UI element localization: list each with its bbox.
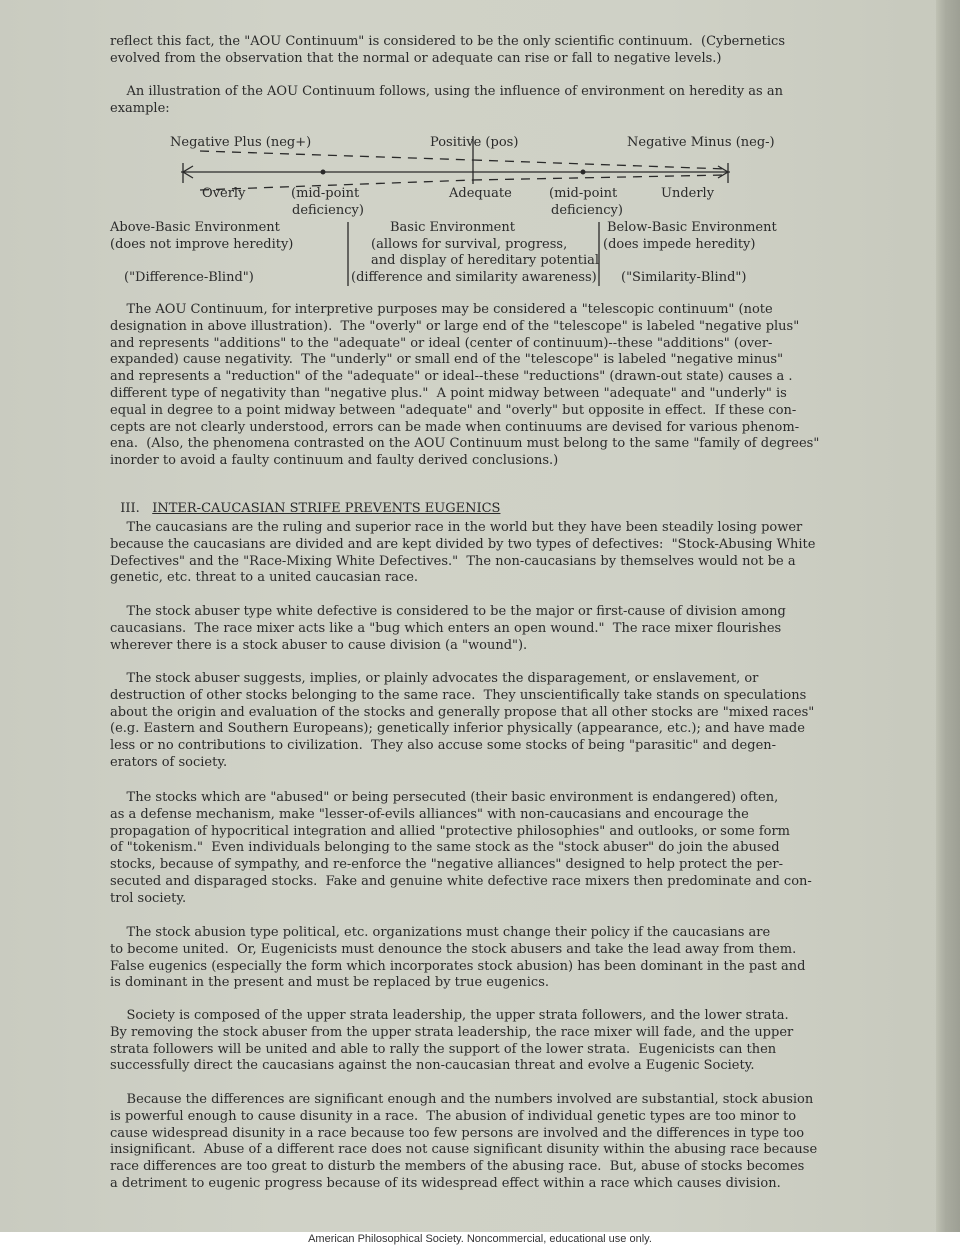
telescope-upper-left [200, 151, 473, 160]
body-paragraph [110, 520, 820, 587]
label-adequate: Adequate [449, 186, 512, 201]
label-overly: Overly [202, 186, 246, 201]
text-line: less or no contributions to civilization. They also accuse some stocks of being "parasitic" and degen- [110, 738, 777, 754]
label-deficiency-right: deficiency) [551, 203, 623, 218]
center-column-line: (difference and similarity awareness) [351, 270, 597, 285]
text-line: is dominant in the present and must be replaced by true eugenics. [110, 975, 550, 991]
text-line: cause widespread disunity in a race because too few persons are involved and the differences in type too [110, 1125, 805, 1141]
text-line: The caucasians are the ruling and superior race in the world but they have been steadily losing power [110, 520, 803, 535]
text-line: (e.g. Eastern and Southern Europeans); genetically inferior physically (appearance, etc.); and have made [110, 721, 805, 737]
body-paragraph [110, 1092, 820, 1193]
text-line: Defectives" and the "Race-Mixing White Defectives." The non-caucasians by themselves would not be a [110, 553, 796, 569]
left-column-line: ("Difference-Blind") [124, 270, 254, 285]
text-line: inorder to avoid a faulty continuum and faulty derived conclusions.) [110, 453, 559, 469]
label-positive: Positive (pos) [430, 135, 519, 150]
text-line: Because the differences are significant enough and the numbers involved are substantial, stock abusion [110, 1092, 814, 1107]
label-midpoint-left: (mid-point [291, 186, 360, 201]
text-line: race differences are too great to disturb the members of the abusing race. But, abuse of stocks becomes [110, 1159, 805, 1175]
text-line: a detriment to eugenic progress because of its widespread effect within a race which causes division. [110, 1175, 781, 1191]
text-line: By removing the stock abuser from the upper strata leadership, the race mixer will fade, and the upper [110, 1024, 794, 1040]
text-line: Society is composed of the upper strata leadership, the upper strata followers, and the lower strata. [110, 1008, 789, 1023]
right-column-line: ("Similarity-Blind") [621, 270, 747, 285]
center-column-line: (allows for survival, progress, [371, 237, 568, 252]
text-line: equal in degree to a point midway between "adequate" and "overly" but opposite in effect. If these con- [110, 402, 797, 418]
body-paragraph [110, 671, 820, 772]
text-line: stocks, because of sympathy, and re-enforce the "negative alliances" designed to help protect the per- [110, 857, 784, 873]
text-line: because the caucasians are divided and are kept divided by two types of defectives: "Stock-Abusing White [110, 536, 816, 552]
text-line: insignificant. Abuse of a different race does not cause significant disunity within the abusing race because [110, 1142, 818, 1158]
text-line: expanded) cause negativity. The "underly" or small end of the "telescope" is labeled "negative minus" [110, 352, 784, 368]
text-line: cepts are not clearly understood, errors can be made when continuums are devised for various phenom- [110, 419, 800, 435]
text-line: about the origin and evaluation of the stocks and generally propose that all other stocks are "mixed races" [110, 704, 815, 720]
text-line: The stock abusion type political, etc. organizations must change their policy if the caucasians are [110, 925, 771, 940]
left-column-line: Above-Basic Environment [110, 220, 280, 235]
label-negative-plus: Negative Plus (neg+) [170, 135, 312, 150]
text-line: of "tokenism." Even individuals belonging to the same stock as the "stock abuser" do join the abused [110, 840, 780, 856]
center-column-line: Basic Environment [390, 220, 515, 235]
left-column-line: (does not improve heredity) [110, 237, 294, 252]
text-line: strata followers will be united and able to rally the support of the lower strata. Eugenicists can then [110, 1041, 777, 1057]
text-line: caucasians. The race mixer acts like a "bug which enters an open wound." The race mixer flourishes [110, 620, 782, 636]
text-line: as a defense mechanism, make "lesser-of-evils alliances" with non-caucasians and encourage the [110, 806, 749, 822]
text-line: destruction of other stocks belonging to the same race. They unscientifically take stands on speculations [110, 687, 807, 703]
right-column-line: (does impede heredity) [603, 237, 756, 252]
text-line: to become united. Or, Eugenicists must denounce the stock abusers and take the lead away from them. [110, 941, 797, 957]
label-deficiency-left: deficiency) [292, 203, 364, 218]
telescope-upper-right [473, 160, 726, 169]
text-line: different type of negativity than "negative plus." A point midway between "adequate" and "underly" is [110, 385, 787, 401]
body-paragraph [110, 604, 820, 654]
section-number: III. [120, 501, 140, 516]
center-column-line: and display of hereditary potential [371, 253, 600, 268]
text-line: ena. (Also, the phenomena contrasted on the AOU Continuum must belong to the same "family of degrees" [110, 436, 820, 452]
text-line: propagation of hypocritical integration and allied "protective philosophies" and outlooks, or some form [110, 823, 790, 839]
text-line: The stock abuser type white defective is considered to be the major or first-cause of division among [110, 604, 786, 619]
text-line: The AOU Continuum, for interpretive purposes may be considered a "telescopic continuum" (note [110, 302, 773, 317]
body-paragraph [110, 790, 820, 908]
text-line: reflect this fact, the "AOU Continuum" is considered to be the only scientific continuum. (Cybernetics [110, 34, 785, 49]
text-line: example: [110, 100, 170, 116]
text-line: The stocks which are "abused" or being persecuted (their basic environment is endangered) often, [110, 790, 779, 805]
section-title: INTER-CAUCASIAN STRIFE PREVENTS EUGENICS [152, 501, 501, 516]
telescope-lower-right [473, 175, 726, 180]
midpoint-marker-right [581, 170, 586, 175]
text-line: False eugenics (especially the form which incorporates stock abusion) has been dominant in the past and [110, 958, 806, 974]
midpoint-marker-left [321, 170, 326, 175]
section-heading [112, 486, 500, 516]
text-line: and represents "additions" to the "adequate" or ideal (center of continuum)--these "additions" (over- [110, 335, 773, 351]
text-line: and represents a "reduction" of the "adequate" or ideal--these "reductions" (drawn-out state) causes a . [110, 369, 793, 385]
text-line: evolved from the observation that the normal or adequate can rise or fall to negative levels.) [110, 50, 722, 66]
aou-continuum-diagram [0, 0, 948, 300]
text-line: genetic, etc. threat to a united caucasian race. [110, 570, 419, 586]
text-line: trol society. [110, 890, 187, 906]
right-column-line: Below-Basic Environment [607, 220, 777, 235]
text-line: is powerful enough to cause disunity in a race. The abusion of individual genetic types are too minor to [110, 1108, 797, 1124]
body-paragraph [110, 1008, 820, 1075]
text-line: An illustration of the AOU Continuum follows, using the influence of environment on heredity as an [110, 84, 783, 99]
label-negative-minus: Negative Minus (neg-) [627, 135, 775, 150]
telescope-paragraph [110, 302, 820, 470]
text-line: erators of society. [110, 754, 228, 770]
label-midpoint-right: (mid-point [549, 186, 618, 201]
text-line: secuted and disparaged stocks. Fake and genuine white defective race mixers then predominate and con- [110, 873, 812, 889]
text-line: designation in above illustration). The "overly" or large end of the "telescope" is labeled "negative plus" [110, 318, 800, 334]
body-paragraph [110, 925, 820, 992]
text-line: successfully direct the caucasians against the non-caucasian threat and evolve a Eugenic Society. [110, 1058, 755, 1074]
footer-notice: American Philosophical Society. Noncommercial, educational use only. [0, 1232, 960, 1247]
text-line: wherever there is a stock abuser to cause division (a "wound"). [110, 637, 528, 653]
text-line: The stock abuser suggests, implies, or plainly advocates the disparagement, or enslavement, or [110, 671, 759, 686]
label-underly: Underly [661, 186, 715, 201]
